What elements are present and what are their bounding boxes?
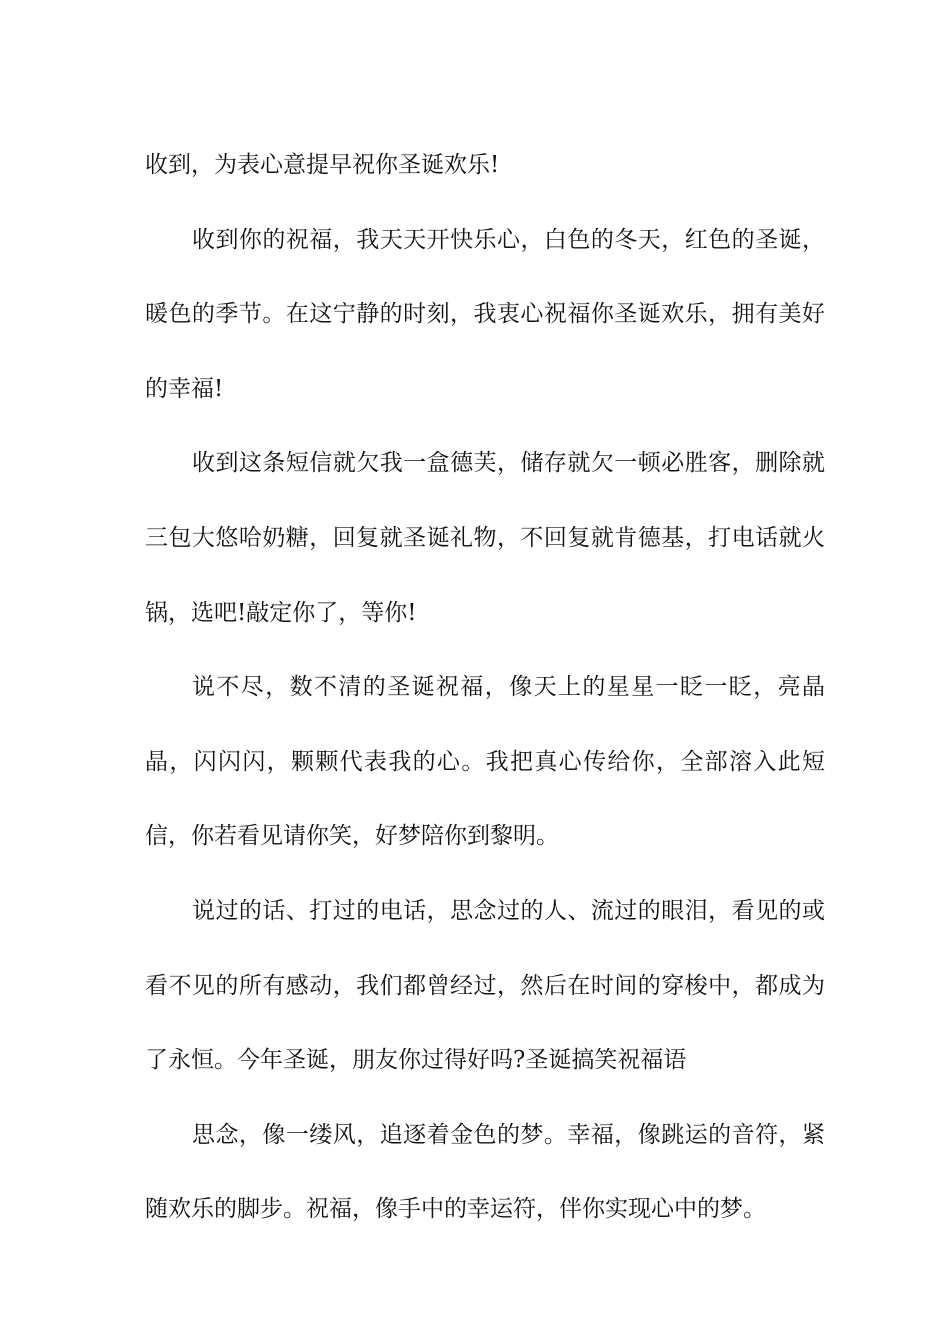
- document-body: [145, 128, 825, 1247]
- paragraph-2: 收到你的祝福，我天天开快乐心，白色的冬天，红色的圣诞，暖色的季节。在这宁静的时刻，我衷心祝福你圣诞欢乐，拥有美好的幸福!: [145, 226, 825, 402]
- paragraph-3: 收到这条短信就欠我一盒德芙，储存就欠一顿必胜客，删除就三包大悠哈奶糖，回复就圣诞礼物，不回复就肯德基，打电话就火锅，选吧!敲定你了，等你!: [145, 450, 825, 626]
- paragraph-4: 说不尽，数不清的圣诞祝福，像天上的星星一眨一眨，亮晶晶，闪闪闪，颗颗代表我的心。我把真心传给你，全部溶入此短信，你若看见请你笑，好梦陪你到黎明。: [145, 674, 825, 850]
- paragraph-5: 说过的话、打过的电话，思念过的人、流过的眼泪，看见的或看不见的所有感动，我们都曾经过，然后在时间的穿梭中，都成为了永恒。今年圣诞，朋友你过得好吗?圣诞搞笑祝福语: [145, 897, 825, 1074]
- paragraph-1: 收到，为表心意提早祝你圣诞欢乐!: [145, 152, 500, 178]
- paragraph-6: 思念，像一缕风，追逐着金色的梦。幸福，像跳运的音符，紧随欢乐的脚步。祝福，像手中的幸运符，伴你实现心中的梦。: [145, 1121, 825, 1223]
